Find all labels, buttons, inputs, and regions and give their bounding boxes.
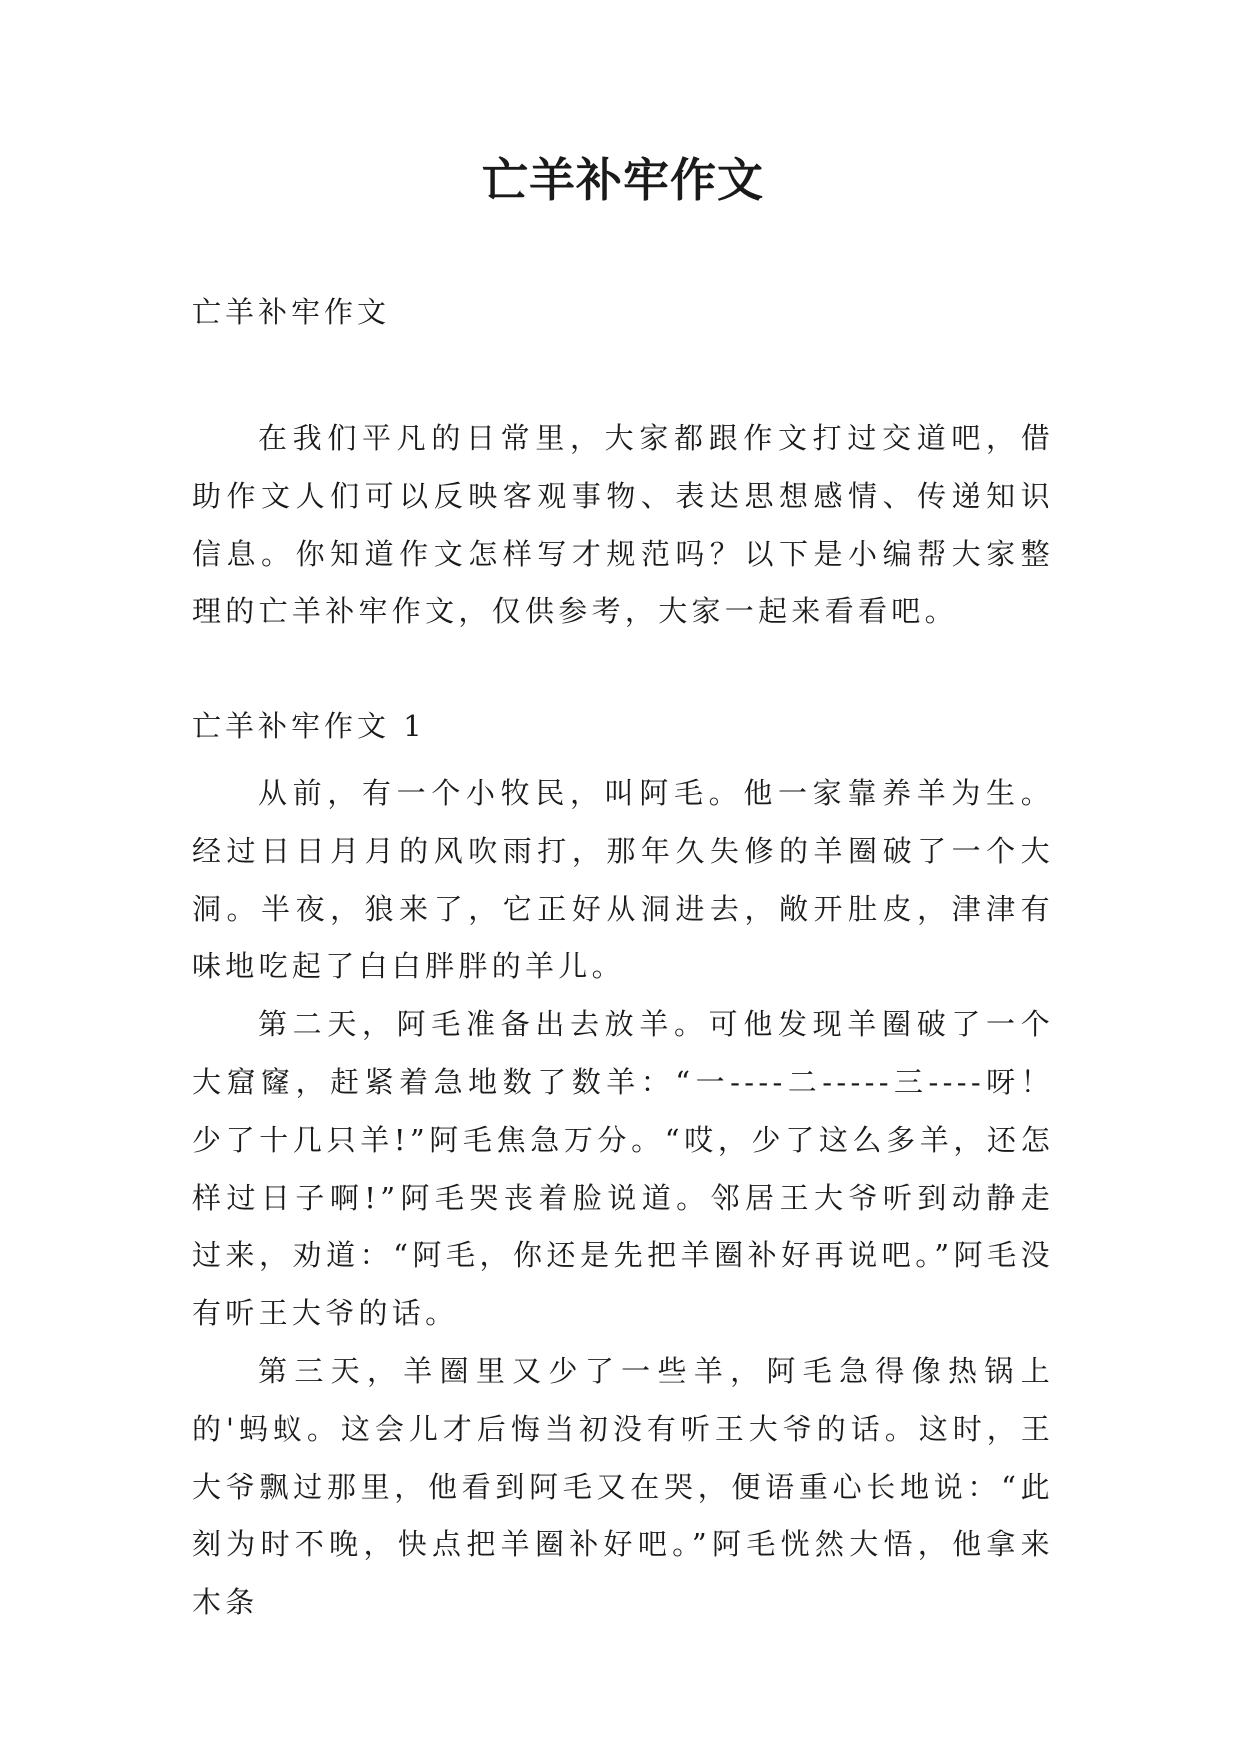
section-heading: 亡羊补牢作文 1: [192, 709, 426, 743]
story-paragraph: 从前，有一个小牧民，叫阿毛。他一家靠养羊为生。经过日日月月的风吹雨打，那年久失修的羊圈破了一个大洞。半夜，狼来了，它正好从洞进去，敞开肚皮，津津有味地吃起了白白胖胖的羊儿。: [192, 776, 1054, 984]
story-paragraph: 第三天，羊圈里又少了一些羊，阿毛急得像热锅上的'蚂蚁。这会儿才后悔当初没有听王大爷的话。这时，王大爷飘过那里，他看到阿毛又在哭，便语重心长地说：“此刻为时不晚，快点把羊圈补好吧。”阿毛恍然大悟，他拿来木条: [192, 1353, 1054, 1620]
story-paragraph: 第二天，阿毛准备出去放羊。可他发现羊圈破了一个大窟窿，赶紧着急地数了数羊：“一----二-----三----呀！少了十几只羊!”阿毛焦急万分。“哎，少了这么多羊，还怎样过日子啊!”阿毛哭丧着脸说道。邻居王大爷听到动静走过来，劝道：“阿毛，你还是先把羊圈补好再说吧。”阿毛没有听王大爷的话。: [192, 1007, 1054, 1331]
story-body: [192, 765, 1054, 1632]
intro-paragraph: 在我们平凡的日常里，大家都跟作文打过交道吧，借助作文人们可以反映客观事物、表达思想感情、传递知识信息。你知道作文怎样写才规范吗？以下是小编帮大家整理的亡羊补牢作文，仅供参考，大家一起来看看吧。: [192, 421, 1054, 629]
document-subtitle: 亡羊补牢作文: [192, 295, 391, 329]
document-title: 亡羊补牢作文: [482, 153, 764, 207]
intro-section: [192, 410, 1054, 641]
